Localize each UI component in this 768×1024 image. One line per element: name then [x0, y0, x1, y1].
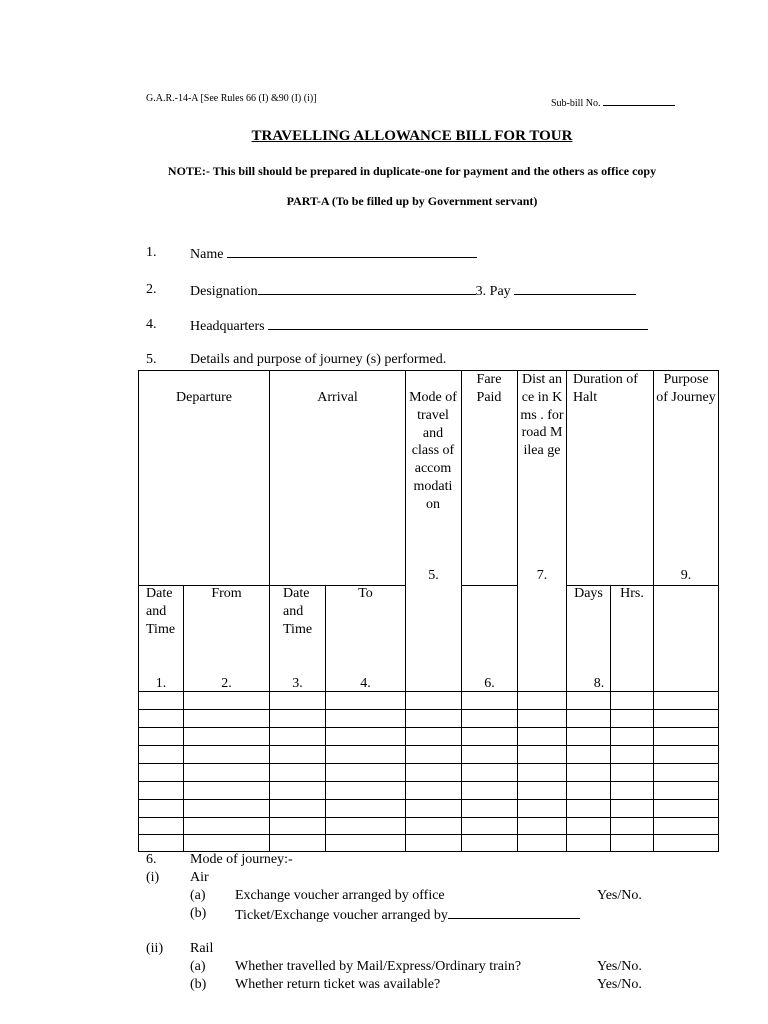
- field-num-headquarters: 4.: [146, 317, 157, 332]
- pay-label: 3. Pay: [475, 284, 511, 299]
- table-row[interactable]: [139, 710, 718, 727]
- table-row[interactable]: [139, 818, 718, 834]
- air-b-letter: (b): [190, 906, 207, 921]
- air-a-text: Exchange voucher arranged by office: [235, 888, 445, 903]
- field-num-designation: 2.: [146, 282, 157, 297]
- page-title: TRAVELLING ALLOWANCE BILL FOR TOUR: [251, 128, 573, 144]
- air-b-blank[interactable]: [448, 906, 580, 919]
- table-row[interactable]: [139, 800, 718, 817]
- table-row[interactable]: [139, 728, 718, 745]
- rail-a-yes-no[interactable]: Yes/No.: [597, 959, 642, 974]
- col-number-7: 7.: [536, 568, 548, 583]
- header-from: From: [211, 586, 242, 601]
- section-6-num: 6.: [146, 852, 157, 867]
- header-arrival: Arrival: [317, 390, 358, 405]
- rail-num: (ii): [146, 941, 164, 956]
- header-to: To: [358, 586, 373, 601]
- col-number-9: 9.: [680, 568, 692, 583]
- air-label: Air: [190, 870, 209, 885]
- header-duration-of-halt: Duration of Halt: [573, 372, 638, 405]
- air-num: (i): [146, 870, 160, 885]
- mode-of-journey-label: Mode of journey:-: [190, 852, 293, 867]
- col-number-3: 3.: [292, 676, 303, 691]
- air-a-letter: (a): [190, 888, 206, 903]
- col-number-4: 4.: [360, 676, 371, 691]
- header-departure: Departure: [176, 390, 232, 405]
- journey-details-label: Details and purpose of journey (s) performed.: [190, 352, 447, 367]
- col-number-2: 2.: [221, 676, 232, 691]
- table-row[interactable]: [139, 764, 718, 781]
- table-row[interactable]: [139, 782, 718, 799]
- field-num-journey: 5.: [146, 352, 157, 367]
- header-date-time-arrival: Date and Time: [283, 586, 313, 637]
- col-number-1: 1.: [155, 676, 167, 691]
- table-row[interactable]: [139, 835, 718, 851]
- air-b-field: [235, 906, 580, 924]
- rail-a-text: Whether travelled by Mail/Express/Ordinary train?: [235, 959, 522, 974]
- form-reference: G.A.R.-14-A [See Rules 66 (I) &90 (I) (i)]: [146, 93, 317, 104]
- col-number-5: 5.: [428, 568, 439, 583]
- air-a-yes-no[interactable]: Yes/No.: [597, 888, 642, 903]
- header-purpose: Purpose of Journey: [656, 372, 716, 405]
- table-row[interactable]: [139, 692, 718, 709]
- part-a-heading: PART-A (To be filled up by Government servant): [286, 194, 538, 208]
- col-number-8: 8.: [593, 676, 605, 691]
- header-date-time-departure: Date and Time: [146, 586, 176, 637]
- air-b-text: Ticket/Exchange voucher arranged by: [235, 908, 448, 923]
- designation-label: Designation: [190, 284, 258, 299]
- col-number-6: 6.: [484, 676, 495, 691]
- name-label: Name: [190, 247, 224, 262]
- subbill-label: Sub-bill No.: [551, 98, 601, 109]
- header-hrs: Hrs.: [620, 586, 644, 601]
- rail-b-yes-no[interactable]: Yes/No.: [597, 977, 642, 992]
- field-num-name: 1.: [146, 245, 157, 260]
- rail-a-letter: (a): [190, 959, 206, 974]
- header-distance: Dist ance in Kms . for road Milea ge: [520, 372, 564, 459]
- rail-b-letter: (b): [190, 977, 207, 992]
- note-text: NOTE:- This bill should be prepared in duplicate-one for payment and the others as office copy: [167, 164, 657, 178]
- header-mode-of-travel: Mode of travel and class of accom modati on: [409, 390, 457, 512]
- header-fare-paid: Fare Paid: [476, 372, 502, 405]
- rail-b-text: Whether return ticket was available?: [235, 977, 441, 992]
- table-row[interactable]: [139, 746, 718, 763]
- headquarters-label: Headquarters: [190, 319, 265, 334]
- rail-label: Rail: [190, 941, 214, 956]
- header-days: Days: [574, 586, 603, 601]
